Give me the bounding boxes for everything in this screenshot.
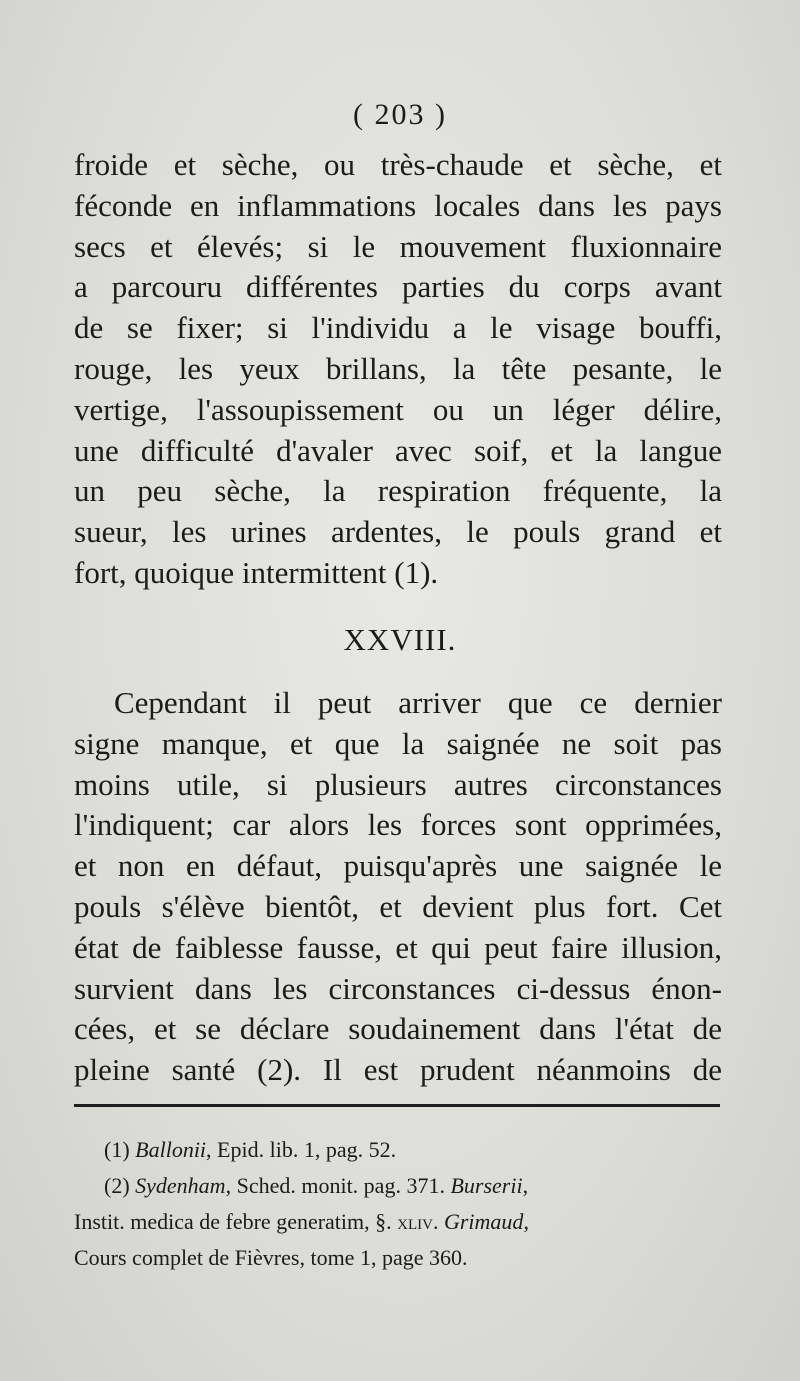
footnote-marker: (1)	[104, 1137, 130, 1162]
footnote-2: (2) Sydenham, Sched. monit. pag. 371. Burserii,	[104, 1173, 529, 1198]
paragraph-2	[74, 683, 722, 1091]
text-line: une difficulté d'avaler avec soif, et la langue	[74, 432, 722, 468]
footnote-author: Ballonii	[135, 1137, 207, 1162]
text-line: état de faiblesse fausse, et qui peut faire illusion,	[74, 929, 722, 965]
text-line: pouls s'élève bientôt, et devient plus fort. Cet	[74, 888, 722, 924]
text-line: Cependant il peut arriver que ce dernier	[114, 685, 722, 720]
footnote-roman-numeral: xliv.	[397, 1209, 439, 1234]
text-line: froide et sèche, ou très-chaude et sèche, et	[74, 147, 722, 182]
footnote-2-continued: Cours complet de Fièvres, tome 1, page 360.	[74, 1245, 468, 1270]
text-line: rouge, les yeux brillans, la tête pesante, le	[74, 350, 722, 386]
text-line: fort, quoique intermittent (1).	[74, 554, 439, 590]
text-line: a parcouru différentes parties du corps avant	[74, 269, 722, 305]
footnote-divider	[74, 1104, 720, 1107]
footnote-text: Instit. medica de febre generatim, §.	[74, 1209, 392, 1234]
text-line: survient dans les circonstances ci-dessus énon-	[74, 970, 722, 1006]
text-line: pleine santé (2). Il est prudent néanmoins de	[74, 1052, 722, 1088]
footnote-1	[74, 1132, 722, 1168]
text-line: un peu sèche, la respiration fréquente, la	[74, 473, 722, 509]
footnote-author: Sydenham	[135, 1173, 226, 1198]
page-number: ( 203 )	[353, 98, 447, 131]
footnote-2-continued: Instit. medica de febre generatim, §. xliv. Grimaud,	[74, 1209, 529, 1234]
text-line: féconde en inflammations locales dans les pays	[74, 187, 722, 223]
text-line: cées, et se déclare soudainement dans l'état de	[74, 1011, 722, 1047]
text-line: l'indiquent; car alors les forces sont opprimées,	[74, 807, 722, 843]
footnote-author: Grimaud	[443, 1209, 524, 1234]
text-line: de se fixer; si l'individu a le visage bouffi,	[74, 310, 722, 346]
text-line: et non en défaut, puisqu'après une saignée le	[74, 848, 722, 884]
text-line: sueur, les urines ardentes, le pouls grand et	[74, 514, 722, 550]
footnote-marker: (2)	[104, 1173, 130, 1198]
text-line: signe manque, et que la saignée ne soit pas	[74, 725, 722, 761]
footnote-author: Burserii	[450, 1173, 523, 1198]
footnote-text: , Epid. lib. 1, pag. 52.	[206, 1137, 397, 1162]
paragraph-1	[74, 145, 722, 594]
footnotes	[74, 1132, 722, 1276]
text-line: secs et élevés; si le mouvement fluxionnaire	[74, 228, 722, 264]
section-heading: XXVIII.	[343, 622, 457, 657]
text-line: moins utile, si plusieurs autres circonstances	[74, 766, 722, 802]
footnote-text: , Sched. monit. pag. 371.	[225, 1173, 445, 1198]
text-line: vertige, l'assoupissement ou un léger délire,	[74, 391, 722, 427]
